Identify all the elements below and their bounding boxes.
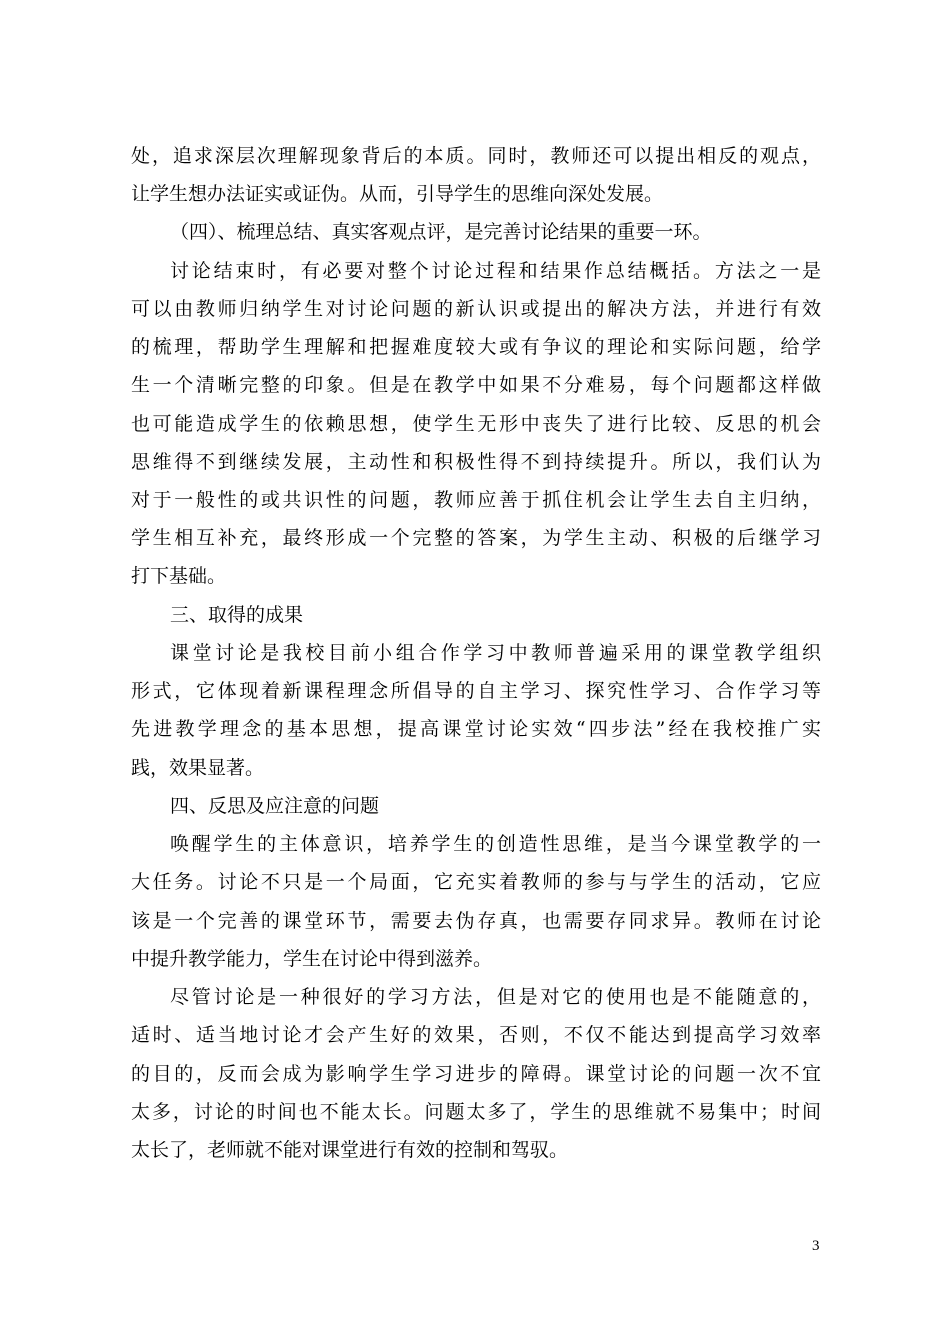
section-heading: 三、取得的成果 [170, 604, 304, 626]
text-line: 学生相互补充，最终形成一个完整的答案，为学生主动、积极的后继学习 [131, 527, 821, 549]
text-line: 打下基础。 [131, 565, 227, 587]
text-line: 思维得不到继续发展，主动性和积极性得不到持续提升。所以，我们认为 [131, 451, 821, 473]
text-line: 太多，讨论的时间也不能太长。问题太多了，学生的思维就不易集中；时间 [131, 1101, 821, 1123]
text-line: 形式，它体现着新课程理念所倡导的自主学习、探究性学习、合作学习等 [131, 680, 821, 702]
text-line: 让学生想办法证实或证伪。从而，引导学生的思维向深处发展。 [131, 183, 664, 205]
text-line: 尽管讨论是一种很好的学习方法，但是对它的使用也是不能随意的， [170, 986, 821, 1008]
text-line: 适时、适当地讨论才会产生好的效果，否则，不仅不能达到提高学习效率 [131, 1024, 821, 1046]
text-line: 也可能造成学生的依赖思想，使学生无形中丧失了进行比较、反思的机会 [131, 413, 821, 435]
text-line: 的梳理，帮助学生理解和把握难度较大或有争议的理论和实际问题，给学 [131, 336, 821, 358]
text-line: 对于一般性的或共识性的问题，教师应善于抓住机会让学生去自主归纳， [131, 489, 821, 511]
section-heading: （四）、梳理总结、真实客观点评，是完善讨论结果的重要一环。 [170, 221, 712, 243]
text-line: 可以由教师归纳学生对讨论问题的新认识或提出的解决方法，并进行有效 [131, 298, 821, 320]
text-line: 践，效果显著。 [131, 757, 265, 779]
text-line: 课堂讨论是我校目前小组合作学习中教师普遍采用的课堂教学组织 [170, 642, 821, 664]
text-line: 处，追求深层次理解现象背后的本质。同时，教师还可以提出相反的观点， [131, 145, 821, 167]
text-line: 太长了，老师就不能对课堂进行有效的控制和驾驭。 [131, 1139, 569, 1161]
section-heading: 四、反思及应注意的问题 [170, 795, 380, 817]
text-line: 先进教学理念的基本思想，提高课堂讨论实效“四步法”经在我校推广实 [131, 718, 821, 740]
text-line: 该是一个完善的课堂环节，需要去伪存真，也需要存同求异。教师在讨论 [131, 910, 821, 932]
text-line: 大任务。讨论不只是一个局面，它充实着教师的参与与学生的活动，它应 [131, 871, 821, 893]
text-line: 讨论结束时，有必要对整个讨论过程和结果作总结概括。方法之一是 [170, 260, 821, 282]
text-line: 唤醒学生的主体意识，培养学生的创造性思维，是当今课堂教学的一 [170, 833, 821, 855]
text-line: 的目的，反而会成为影响学生学习进步的障碍。课堂讨论的问题一次不宜 [131, 1063, 821, 1085]
text-line: 中提升教学能力，学生在讨论中得到滋养。 [131, 948, 493, 970]
page-number: 3 [812, 1238, 820, 1254]
text-line: 生一个清晰完整的印象。但是在教学中如果不分难易，每个问题都这样做 [131, 374, 821, 396]
